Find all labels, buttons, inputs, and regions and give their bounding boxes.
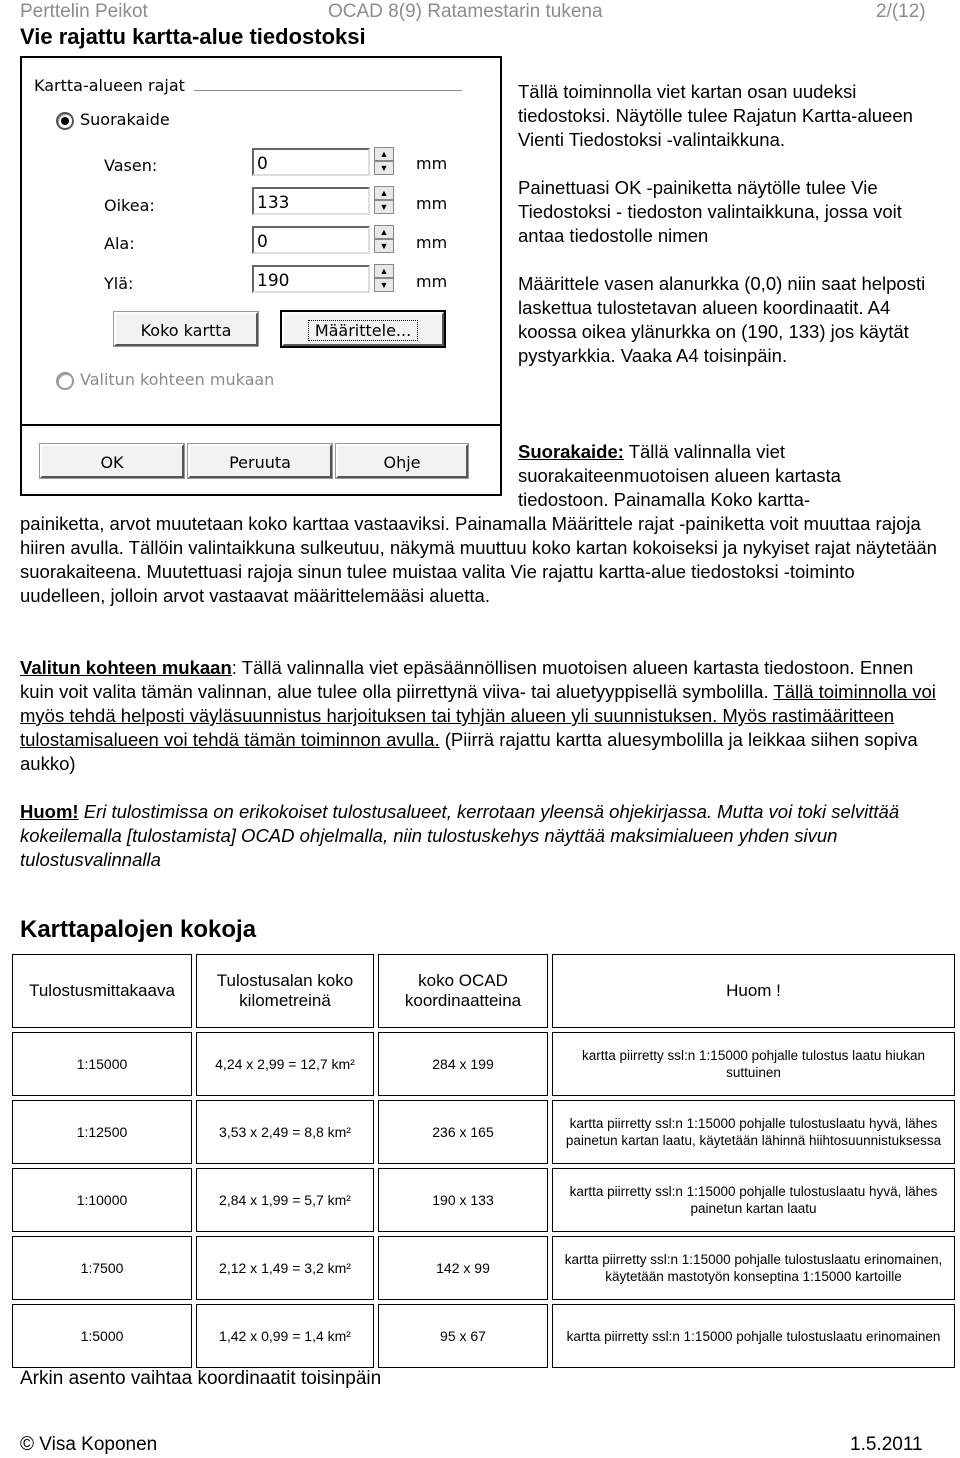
table-cell: 2,12 x 1,49 = 3,2 km² [196, 1236, 374, 1300]
table-cell: 142 x 99 [378, 1236, 548, 1300]
field-right-input[interactable]: 133 [252, 187, 370, 215]
table-cell: 1:15000 [12, 1032, 192, 1096]
table-cell: kartta piirretty ssl:n 1:15000 pohjalle tulostuslaatu erinomainen, käytetään mastotyön konseptina 1:15000 kartoille [552, 1236, 955, 1300]
field-top-label: Ylä: [104, 274, 134, 293]
footnote: Arkin asento vaihtaa koordinaatit toisinpäin [20, 1368, 382, 1389]
footer-author: © Visa Koponen [20, 1434, 158, 1455]
field-top-input[interactable]: 190 [252, 265, 370, 293]
field-left-input[interactable]: 0 [252, 148, 370, 176]
table-cell: 2,84 x 1,99 = 5,7 km² [196, 1168, 374, 1232]
table-row [12, 1032, 955, 1096]
map-sizes-table [8, 950, 959, 1372]
by-object-term: Valitun kohteen mukaan [20, 657, 232, 678]
field-bottom-unit: mm [416, 233, 448, 252]
spin-up-icon[interactable]: ▲ [374, 186, 394, 200]
rectangle-term: Suorakaide: [518, 441, 624, 462]
dialog-content [22, 58, 500, 426]
table-header-cell: Tulostusmittakaava [12, 954, 192, 1028]
whole-map-button[interactable]: Koko kartta [114, 312, 258, 346]
help-button[interactable]: Ohje [336, 444, 468, 478]
radio-rectangle-label: Suorakaide [80, 110, 170, 129]
intro-paragraph: Tällä toiminnolla viet kartan osan uudeksi tiedostoksi. Näytölle tulee Rajatun Kartta-alueen Vienti Tiedostoksi -valintaikkuna. [518, 81, 913, 150]
table-cell: 1:7500 [12, 1236, 192, 1300]
ok-paragraph: Painettuasi OK -painiketta näytölle tulee Vie Tiedostoksi - tiedoston valintaikkuna, jossa voit antaa tiedostolle nimen [518, 177, 902, 246]
note-paragraph [20, 800, 940, 872]
define-paragraph: Määrittele vasen alanurkka (0,0) niin saat helposti laskettua tulostetavan alueen koordinaatit. A4 koossa oikea ylänurkka on (190, 133) jos käytät pystyarkkia. Vaaka A4 toisinpäin. [518, 273, 926, 366]
table-cell: kartta piirretty ssl:n 1:15000 pohjalle tulostuslaatu hyvä, lähes painetun kartan laatu [552, 1168, 955, 1232]
table-cell: kartta piirretty ssl:n 1:15000 pohjalle tulostuslaatu hyvä, lähes painetun kartan laatu, käytetään lähinnä hiihtosuunnistuksessa [552, 1100, 955, 1164]
rectangle-paragraph [518, 440, 930, 512]
by-object-tail: (Piirrä rajattu kartta aluesymbolilla ja leikkaa siihen sopiva aukko) [20, 729, 918, 774]
field-left-unit: mm [416, 154, 448, 173]
table-row [12, 1304, 955, 1368]
spin-up-icon[interactable]: ▲ [374, 147, 394, 161]
spin-down-icon[interactable]: ▼ [374, 161, 394, 175]
table-cell: 190 x 133 [378, 1168, 548, 1232]
section-title: Karttapalojen kokoja [20, 916, 257, 943]
table-row [12, 1100, 955, 1164]
spin-up-icon[interactable]: ▲ [374, 264, 394, 278]
table-cell: 4,24 x 2,99 = 12,7 km² [196, 1032, 374, 1096]
table-row [12, 1168, 955, 1232]
footer-date: 1.5.2011 [850, 1434, 923, 1455]
radio-rectangle[interactable] [56, 112, 74, 130]
by-object-text: : Tällä valinnalla viet epäsäännöllisen muotoisen alueen kartasta tiedostoon. Ennen kuin voit valita tämän valinnan, alue tulee olla piirrettynä viiva- tai aluetyyppisellä symbolilla. [20, 657, 914, 702]
table-cell: 95 x 67 [378, 1304, 548, 1368]
rectangle-paragraph-cont: painiketta, arvot muutetaan koko karttaa vastaaviksi. Painamalla Määrittele rajat -painiketta voit muuttaa rajoja hiiren avulla. Tällöin valintaikkuna sulkeutuu, näkymä muuttuu koko kartan kokoiseksi ja nykyiset rajat näytetään suorakaiteena. Muutettuasi rajoja sinun tulee muistaa valita Vie rajattu kartta-alue tiedostoksi -toiminto uudelleen, jolloin arvot vastaavat määrittelemääsi aluetta. [20, 513, 937, 606]
table-cell: 1,42 x 0,99 = 1,4 km² [196, 1304, 374, 1368]
export-area-dialog [20, 56, 502, 496]
field-left-label: Vasen: [104, 156, 158, 175]
page-header [0, 0, 960, 24]
header-page-number: 2/(12) [876, 1, 926, 22]
field-bottom-label: Ala: [104, 234, 135, 253]
table-cell: 1:5000 [12, 1304, 192, 1368]
table-header-cell: Tulostusalan koko kilometreinä [196, 954, 374, 1028]
table-cell: 236 x 165 [378, 1100, 548, 1164]
table-cell: 284 x 199 [378, 1032, 548, 1096]
table-cell: 1:10000 [12, 1168, 192, 1232]
ok-button[interactable]: OK [40, 444, 184, 478]
rectangle-text: Tällä valinnalla viet suorakaiteenmuotoisen alueen kartasta tiedostoon. Painamalla Koko kartta- [518, 441, 841, 510]
group-label: Kartta-alueen rajat [34, 76, 185, 95]
field-bottom-spinner[interactable] [374, 225, 394, 255]
note-text: Eri tulostimissa on erikokoiset tulostusalueet, kerrotaan yleensä ohjekirjassa. Mutta voi toki selvittää kokeilemalla [tulostamista] OCAD ohjelmalla, niin tulostuskehys näyttää maksimialueen yhden sivun tulostusvalinnalla [20, 801, 900, 870]
table-cell: 3,53 x 2,49 = 8,8 km² [196, 1100, 374, 1164]
spin-down-icon[interactable]: ▼ [374, 278, 394, 292]
by-object-underlined: Tällä toiminnolla voi myös tehdä helposti väyläsuunnistus harjoituksen tai tyhjän alueen yli suunnistuksen. Myös rastimääritteen tulostamisalueen voi tehdä tämän toiminnon avulla. [20, 681, 936, 750]
radio-by-object[interactable] [56, 372, 74, 390]
group-line [194, 90, 462, 95]
define-button[interactable]: Määrittele... [282, 312, 444, 346]
radio-by-object-label: Valitun kohteen mukaan [80, 370, 275, 389]
field-left-spinner[interactable] [374, 147, 394, 177]
header-doc-title: OCAD 8(9) Ratamestarin tukena [328, 1, 603, 22]
header-author: Perttelin Peikot [20, 1, 148, 22]
page-title: Vie rajattu kartta-alue tiedostoksi [20, 24, 366, 49]
field-top-unit: mm [416, 272, 448, 291]
field-right-label: Oikea: [104, 196, 155, 215]
table-cell: kartta piirretty ssl:n 1:15000 pohjalle tulostus laatu hiukan suttuinen [552, 1032, 955, 1096]
spin-down-icon[interactable]: ▼ [374, 239, 394, 253]
table-header-cell: Huom ! [552, 954, 955, 1028]
by-object-paragraph [20, 656, 940, 776]
spin-up-icon[interactable]: ▲ [374, 225, 394, 239]
field-right-unit: mm [416, 194, 448, 213]
field-top-spinner[interactable] [374, 264, 394, 294]
table-cell: 1:12500 [12, 1100, 192, 1164]
table-cell: kartta piirretty ssl:n 1:15000 pohjalle tulostuslaatu erinomainen [552, 1304, 955, 1368]
field-right-spinner[interactable] [374, 186, 394, 216]
spin-down-icon[interactable]: ▼ [374, 200, 394, 214]
field-bottom-input[interactable]: 0 [252, 226, 370, 254]
table-row [12, 1236, 955, 1300]
table-header-cell: koko OCAD koordinaatteina [378, 954, 548, 1028]
table-header-row [12, 954, 955, 1028]
cancel-button[interactable]: Peruuta [188, 444, 332, 478]
note-term: Huom! [20, 801, 79, 822]
